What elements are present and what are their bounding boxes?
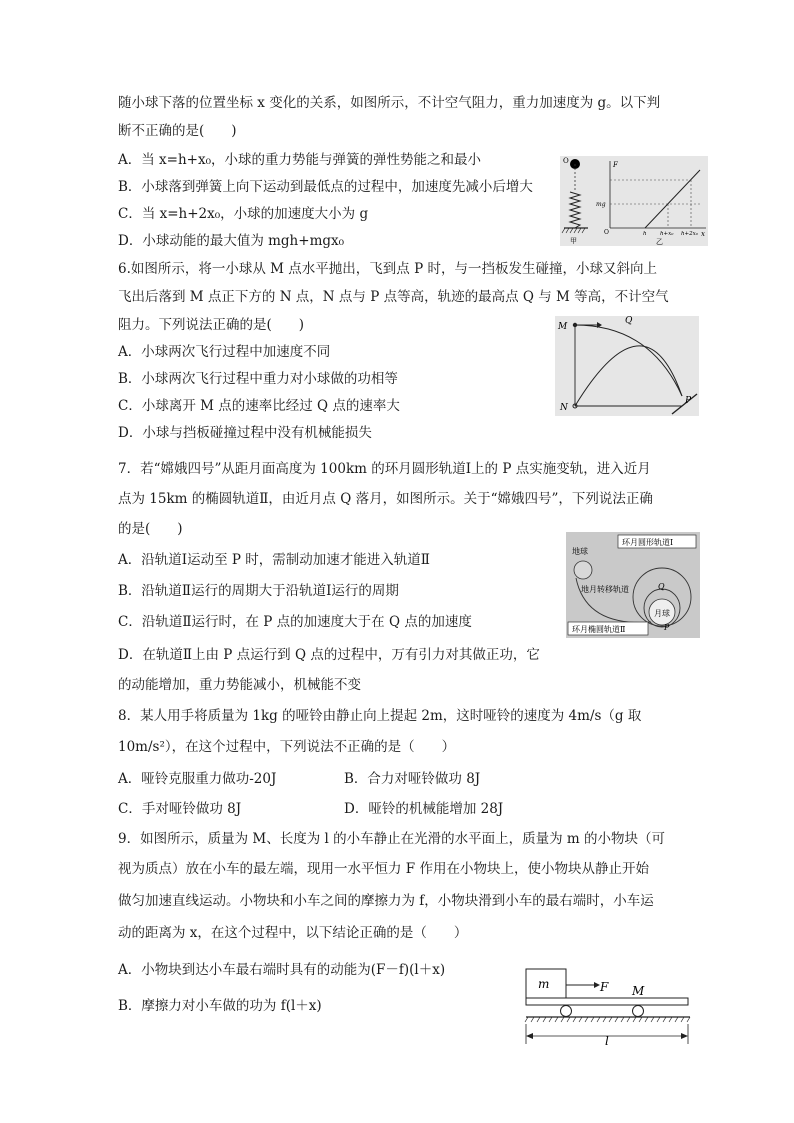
earth-icon <box>574 561 592 579</box>
q5-option-c: C．当 x=h+2x₀，小球的加速度大小为 g <box>118 206 369 222</box>
q6-stem-2: 飞出后落到 M 点正下方的 N 点，N 点与 P 点等高，轨迹的最高点 Q 与 M 等高，不计空气 <box>118 289 669 305</box>
q6-option-c: C．小球离开 M 点的速率比经过 Q 点的速率大 <box>118 398 400 414</box>
q7-option-d: D．在轨道Ⅱ上由 P 点运行到 Q 点的过程中，万有引力对其做正功，它 <box>118 647 540 663</box>
q7-label-q: Q <box>658 582 665 591</box>
cart-board <box>526 998 688 1005</box>
tick-h2x0: h+2x₀ <box>681 231 698 237</box>
moon-label: 月球 <box>654 609 670 618</box>
fig-yi-label: 乙 <box>656 238 663 246</box>
transfer-label: 地月转移轨道 <box>581 585 629 594</box>
wheel-icon <box>561 1006 572 1017</box>
q7-stem-2: 点为 15km 的椭圆轨道Ⅱ，由近月点 Q 落月，如图所示。关于“嫦娥四号”，下列说法正确 <box>118 491 653 507</box>
q6-option-d: D．小球与挡板碰撞过程中没有机械能损失 <box>118 425 372 441</box>
label-m: M <box>558 322 568 332</box>
q8-stem-1: 8．某人用手将质量为 1kg 的哑铃由静止向上提起 2m，这时哑铃的速度为 4m/s（g 取 <box>118 708 642 724</box>
q6-figure <box>555 316 699 416</box>
fig-jia-label: 甲 <box>570 237 577 245</box>
trajectory-2 <box>575 346 682 406</box>
wheel-icon <box>633 1006 644 1017</box>
earth-label: 地球 <box>572 547 588 556</box>
axis-x-label: x <box>701 230 705 238</box>
q9-stem-4: 动的距离为 x，在这个过程中，以下结论正确的是（ ） <box>118 925 468 941</box>
axis-o-label: O <box>604 229 609 236</box>
q8-option-c: C．手对哑铃做功 8J <box>118 801 242 817</box>
label-cart-m: M <box>632 984 645 998</box>
ground-hatch <box>525 1017 690 1022</box>
q6-option-a: A．小球两次飞行过程中加速度不同 <box>118 344 331 360</box>
q9-stem-2: 视为质点）放在小车的最左端，现用一水平恒力 F 作用在小物块上，使小物块从静止开始 <box>118 861 649 877</box>
label-n: N <box>560 403 568 413</box>
q9-option-b: B．摩擦力对小车做的功为 f(l＋x) <box>118 998 322 1014</box>
q7-stem-3: 的是( ) <box>118 521 183 537</box>
q8-stem-2: 10m/s²），在这个过程中，下列说法不正确的是（ ） <box>118 739 456 755</box>
q7-option-a: A．沿轨道Ⅰ运动至 P 时，需制动加速才能进入轨道Ⅱ <box>118 552 430 568</box>
orbit2-label: 环月椭圆轨道Ⅱ <box>572 625 626 634</box>
q9-stem-1: 9．如图所示，质量为 M、长度为 l 的小车静止在光滑的水平面上，质量为 m 的小物块（可 <box>118 831 665 847</box>
label-p: P <box>685 396 692 406</box>
q7-stem-1: 7．若“嫦娥四号”从距月面高度为 100km 的环月圆形轨道Ⅰ上的 P 点实施变轨，进入近月 <box>118 461 651 477</box>
label-f: F <box>600 980 609 994</box>
q9-stem-3: 做匀加速直线运动。小物块和小车之间的摩擦力为 f，小物块滑到小车的最右端时，小车运 <box>118 893 654 909</box>
intro-line-1: 随小球下落的位置坐标 x 变化的关系，如图所示，不计空气阻力，重力加速度为 g。以下判 <box>118 95 661 111</box>
axis-f-label: F <box>613 161 618 169</box>
tick-hx0: h+x₀ <box>660 231 674 237</box>
q8-option-a: A．哑铃克服重力做功-20J <box>118 771 277 787</box>
tick-h: h <box>643 231 647 237</box>
q7-option-b: B．沿轨道Ⅱ运行的周期大于沿轨道Ⅰ运行的周期 <box>118 583 399 599</box>
q9-option-a: A．小物块到达小车最右端时具有的动能为(F－f)(l＋x) <box>118 962 446 978</box>
q6-option-b: B．小球两次飞行过程中重力对小球做的功相等 <box>118 371 398 387</box>
intro-line-2: 断不正确的是( ) <box>118 123 237 139</box>
mg-label: mg <box>596 201 606 208</box>
q5-option-b: B．小球落到弹簧上向下运动到最低点的过程中，加速度先减小后增大 <box>118 179 533 195</box>
q5-figure <box>560 156 708 246</box>
q5-option-d: D．小球动能的最大值为 mgh+mgx₀ <box>118 233 345 249</box>
trajectory-1 <box>575 325 682 396</box>
q6-stem-3: 阻力。下列说法正确的是( ) <box>118 317 305 333</box>
q8-option-d: D．哑铃的机械能增加 28J <box>344 801 504 817</box>
label-q: Q <box>625 316 633 326</box>
q6-stem-1: 6.如图所示，将一小球从 M 点水平抛出，飞到点 P 时，与一挡板发生碰撞，小球又斜向上 <box>118 261 657 277</box>
fig-o-label: O <box>563 157 569 165</box>
q8-option-b: B．合力对哑铃做功 8J <box>344 771 481 787</box>
q7-figure <box>566 532 700 638</box>
force-line <box>645 170 700 228</box>
label-block-m: m <box>538 977 550 991</box>
q5-option-a: A．当 x=h+x₀，小球的重力势能与弹簧的弹性势能之和最小 <box>118 152 481 168</box>
orbit1-label: 环月圆形轨道Ⅰ <box>622 538 674 547</box>
spring-icon <box>570 192 580 228</box>
q9-figure <box>522 966 694 1046</box>
q7-option-d-cont: 的动能增加，重力势能减小，机械能不变 <box>118 677 361 693</box>
q7-label-p: P <box>664 623 670 632</box>
q7-option-c: C．沿轨道Ⅱ运行时，在 P 点的加速度大于在 Q 点的加速度 <box>118 614 472 630</box>
label-l: l <box>605 1034 609 1046</box>
